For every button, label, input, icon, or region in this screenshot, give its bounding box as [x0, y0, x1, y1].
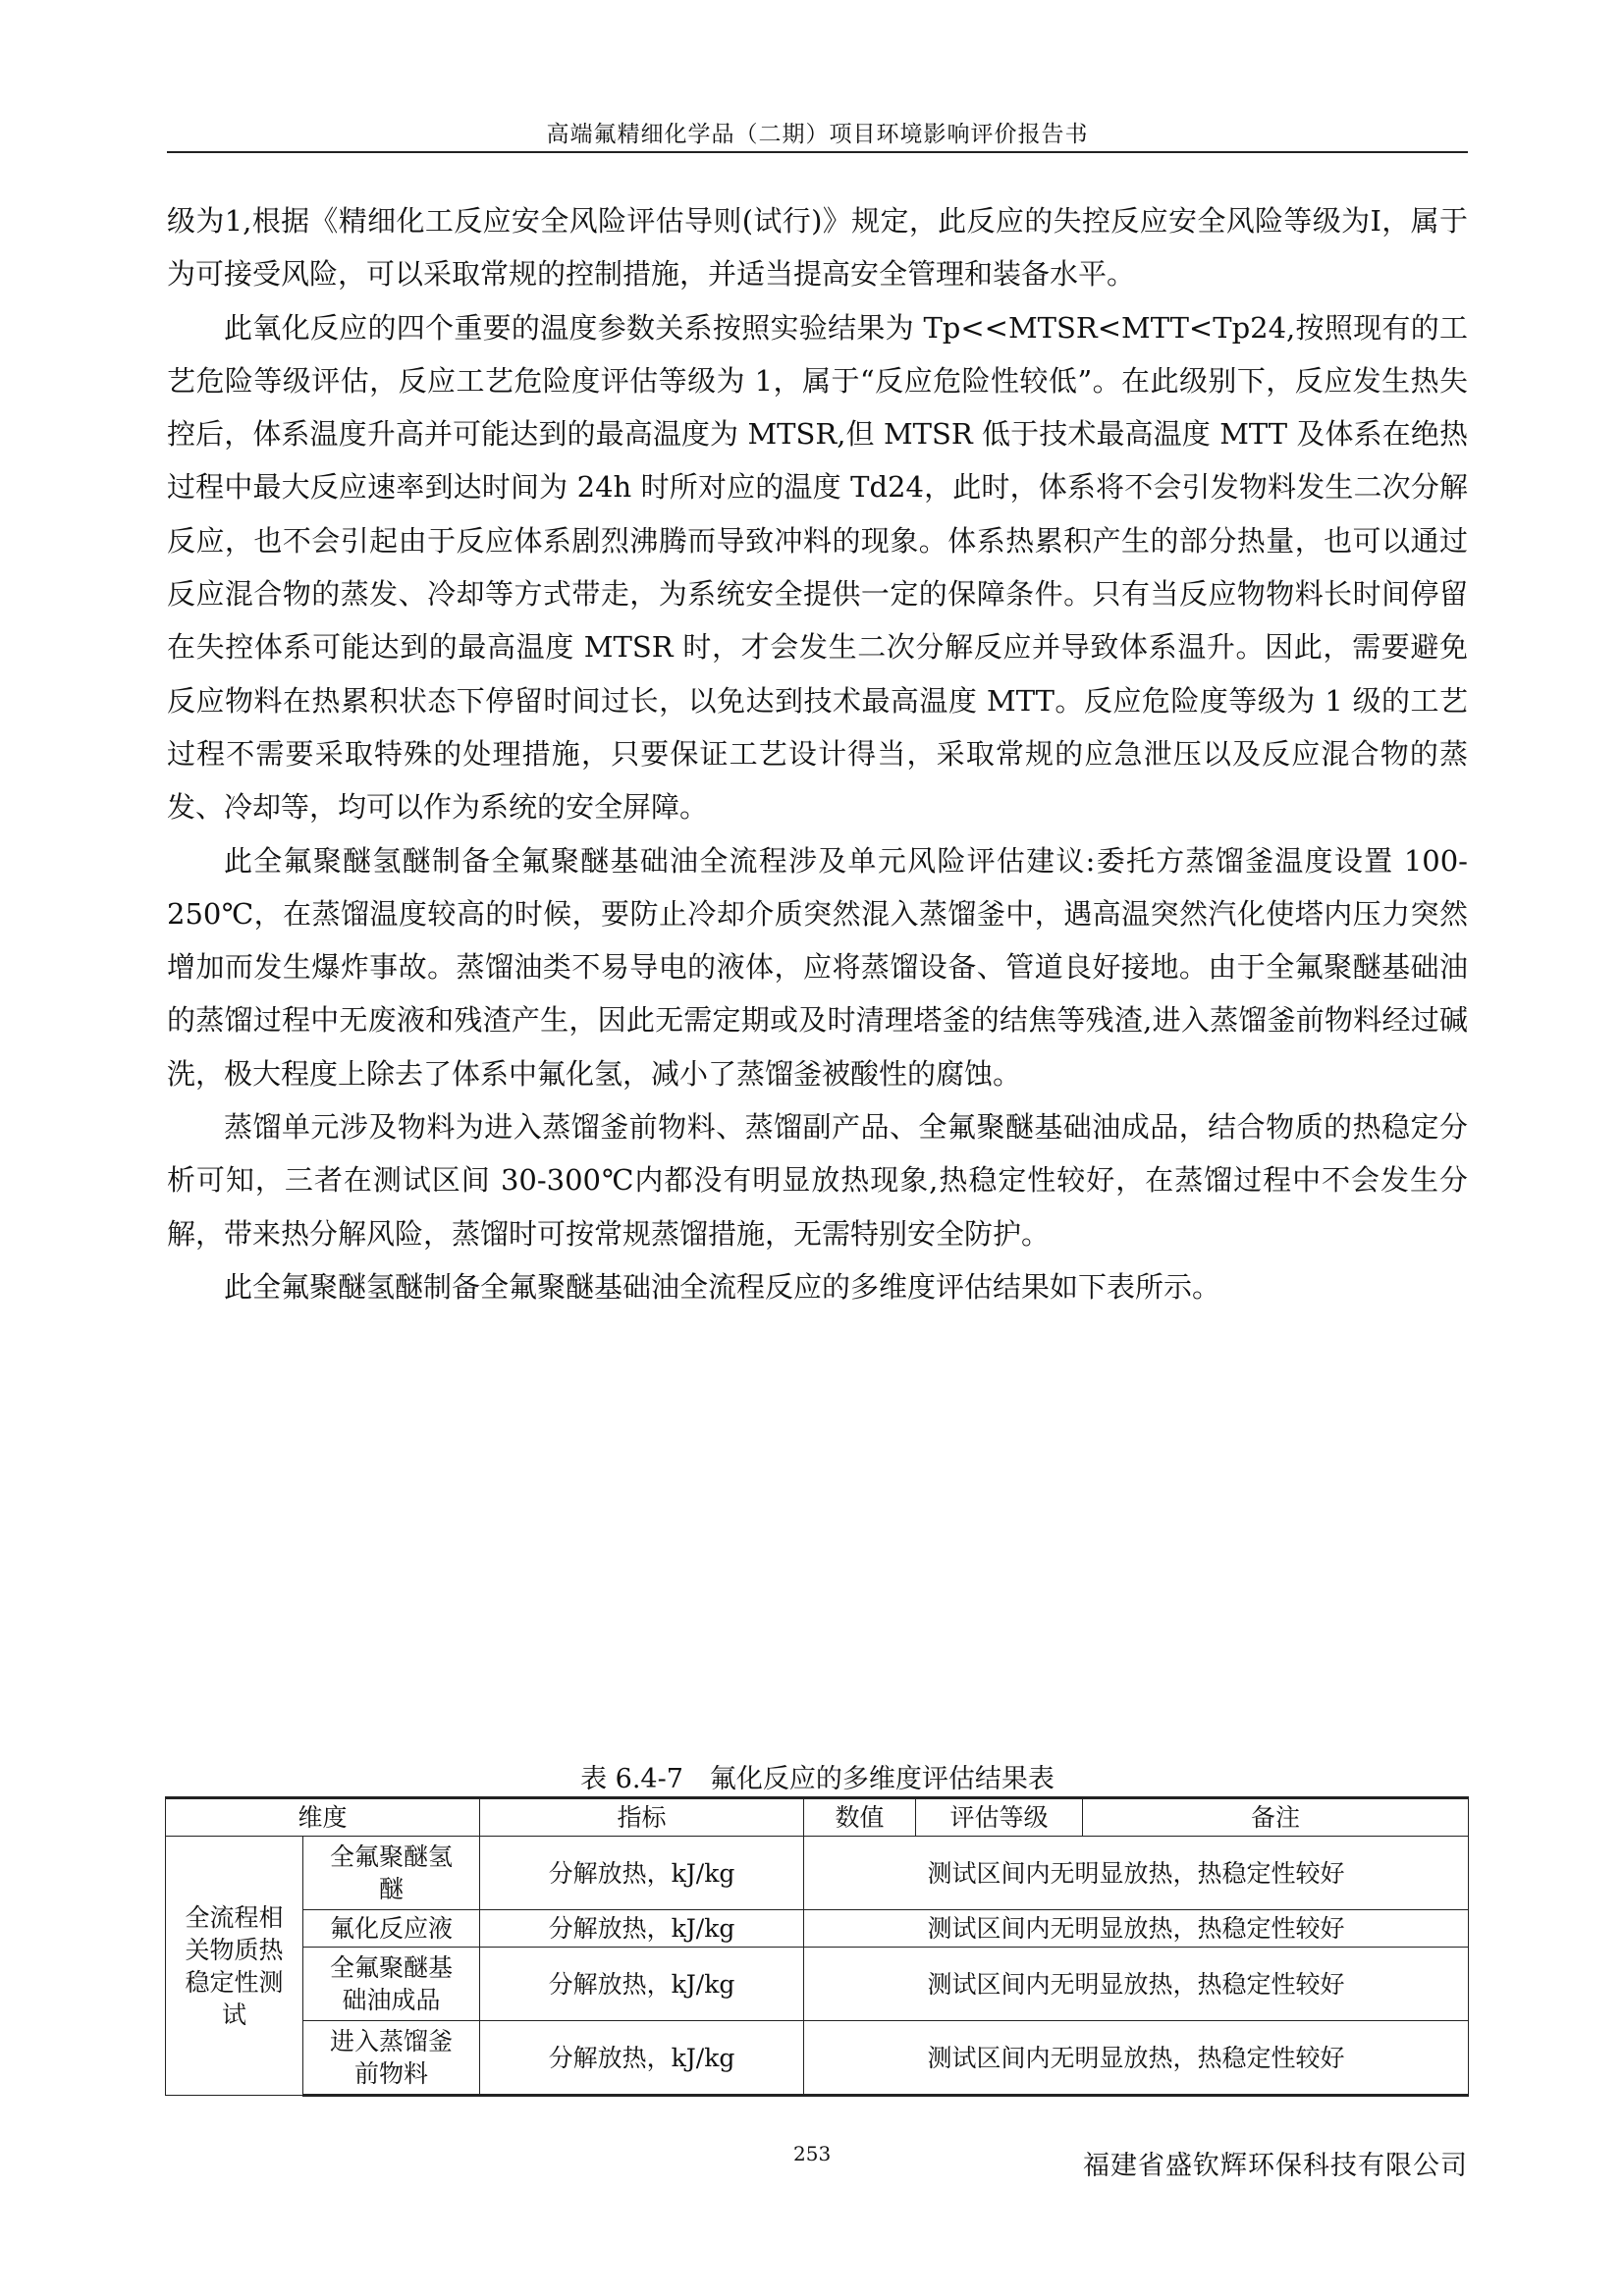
note-cell: 测试区间内无明显放热，热稳定性较好 [804, 1948, 1469, 2021]
table-row [166, 2021, 1469, 2096]
table-caption: 表 6.4-7 氟化反应的多维度评估结果表 [580, 1764, 1055, 1794]
indicator-cell: 分解放热，kJ/kg [480, 1837, 804, 1910]
header-dimension: 维度 [166, 1798, 480, 1837]
table-header-row [166, 1798, 1469, 1837]
paragraph-5: 此全氟聚醚氢醚制备全氟聚醚基础油全流程反应的多维度评估结果如下表所示。 [224, 1269, 1221, 1304]
paragraph-1: 级为1,根据《精细化工反应安全风险评估导则(试行)》规定，此反应的失控反应安全风险等级为I，属于为可接受风险，可以采取常规的控制措施，并适当提高安全管理和装备水平。 [167, 204, 1468, 292]
table-row [166, 1837, 1469, 1910]
header-grade: 评估等级 [916, 1798, 1083, 1837]
material-cell: 全氟聚醚基础油成品 [303, 1948, 480, 2021]
note-cell: 测试区间内无明显放热，热稳定性较好 [804, 2021, 1469, 2096]
paragraph-3: 此全氟聚醚氢醚制备全氟聚醚基础油全流程涉及单元风险评估建议:委托方蒸馏釜温度设置 100-250℃，在蒸馏温度较高的时候，要防止冷却介质突然混入蒸馏釜中，遇高温突然汽化使塔内压力突然增加而发生爆炸事故。蒸馏油类不易导电的液体，应将蒸馏设备、管道良好接地。由于全氟聚醚基础油的蒸馏过程中无废液和残渣产生，因此无需定期或及时清理塔釜的结焦等残渣,进入蒸馏釜前物料经过碱洗，极大程度上除去了体系中氟化氢，减小了蒸馏釜被酸性的腐蚀。 [167, 843, 1468, 1091]
group-label-cell: 全流程相关物质热稳定性测试 [166, 1837, 303, 2096]
material-cell: 氟化反应液 [303, 1910, 480, 1948]
header-indicator: 指标 [480, 1798, 804, 1837]
header-divider [167, 151, 1468, 153]
paragraph-4: 蒸馏单元涉及物料为进入蒸馏釜前物料、蒸馏副产品、全氟聚醚基础油成品，结合物质的热稳定分析可知，三者在测试区间 30-300℃内都没有明显放热现象,热稳定性较好，在蒸馏过程中不会发生分解，带来热分解风险，蒸馏时可按常规蒸馏措施，无需特别安全防护。 [167, 1110, 1468, 1251]
note-cell: 测试区间内无明显放热，热稳定性较好 [804, 1837, 1469, 1910]
note-cell: 测试区间内无明显放热，热稳定性较好 [804, 1910, 1469, 1948]
body-text [167, 194, 1468, 1313]
paragraph-2: 此氧化反应的四个重要的温度参数关系按照实验结果为 Tp<<MTSR<MTT<Tp24,按照现有的工艺危险等级评估，反应工艺危险度评估等级为 1，属于“反应危险性较低”。在此级别下，反应发生热失控后，体系温度升高并可能达到的最高温度为 MTSR,但 MTSR 低于技术最高温度 MTT 及体系在绝热过程中最大反应速率到达时间为 24h 时所对应的温度 Td24，此时，体系将不会引发物料发生二次分解反应，也不会引起由于反应体系剧烈沸腾而导致冲料的现象。体系热累积产生的部分热量，也可以通过反应混合物的蒸发、冷却等方式带走，为系统安全提供一定的保障条件。只有当反应物物料长时间停留在失控体系可能达到的最高温度 MTSR 时，才会发生二次分解反应并导致体系温升。因此，需要避免反应物料在热累积状态下停留时间过长，以免达到技术最高温度 MTT。反应危险度等级为 1 级的工艺过程不需要采取特殊的处理措施，只要保证工艺设计得当，采取常规的应急泄压以及反应混合物的蒸发、冷却等，均可以作为系统的安全屏障。 [167, 310, 1468, 825]
material-cell: 进入蒸馏釜前物料 [303, 2021, 480, 2096]
company-name: 福建省盛钦辉环保科技有限公司 [1083, 2151, 1468, 2181]
table-row [166, 1948, 1469, 2021]
indicator-cell: 分解放热，kJ/kg [480, 1948, 804, 2021]
indicator-cell: 分解放热，kJ/kg [480, 2021, 804, 2096]
indicator-cell: 分解放热，kJ/kg [480, 1910, 804, 1948]
page-number: 253 [793, 2142, 832, 2165]
header-note: 备注 [1083, 1798, 1469, 1837]
page-header-title: 高端氟精细化学品（二期）项目环境影响评价报告书 [546, 122, 1089, 147]
header-value: 数值 [804, 1798, 916, 1837]
material-cell: 全氟聚醚氢醚 [303, 1837, 480, 1910]
evaluation-table [165, 1796, 1469, 2097]
table-row [166, 1910, 1469, 1948]
